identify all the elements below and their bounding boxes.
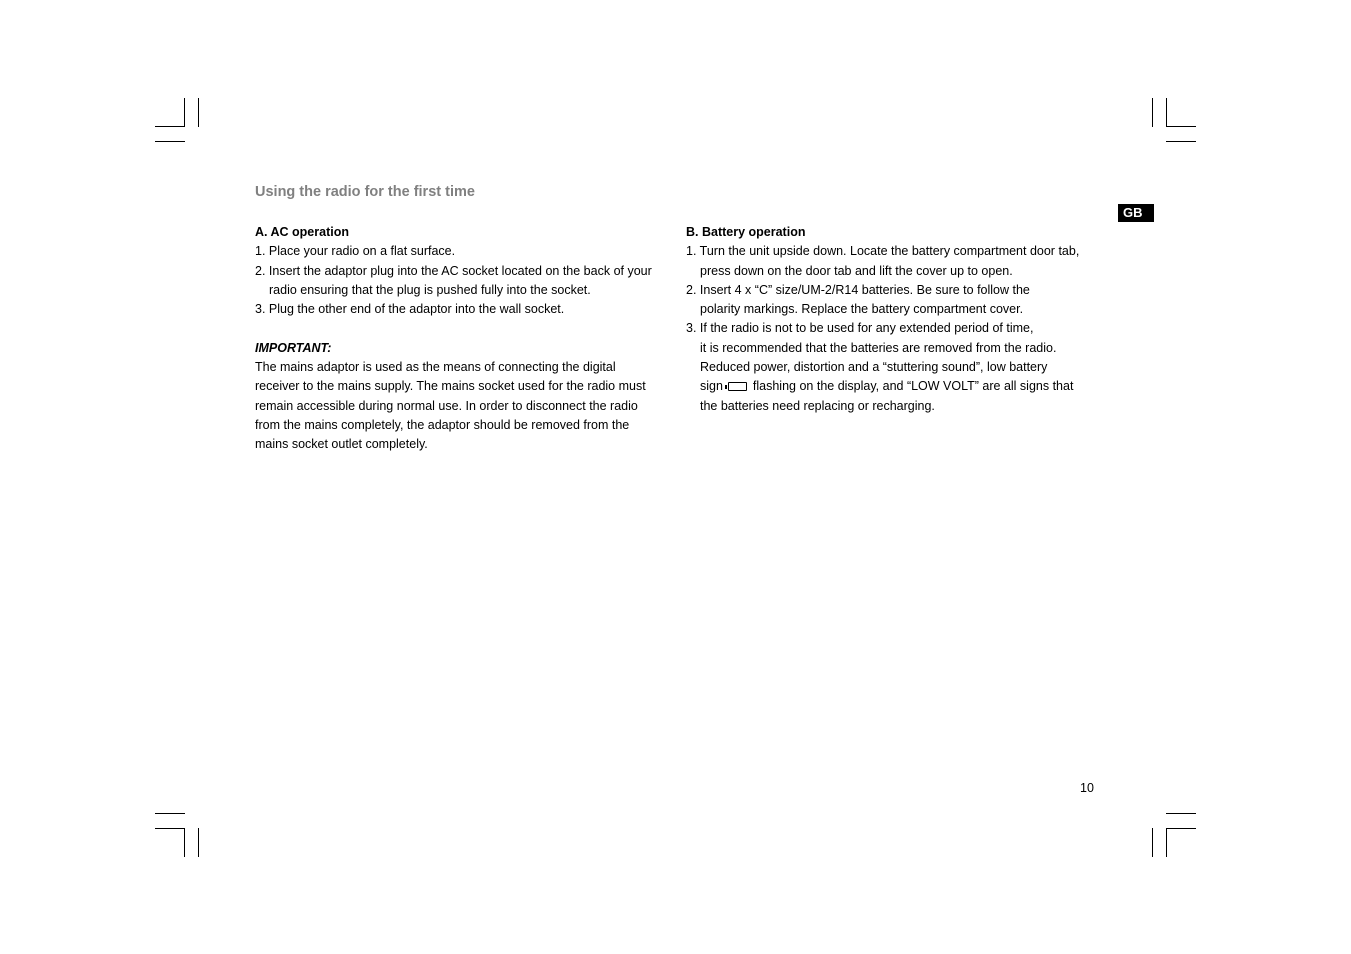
crop-mark (155, 126, 185, 127)
list-item-continuation: press down on the door tab and lift the cover up to open. (700, 263, 1013, 278)
crop-mark (198, 828, 199, 857)
crop-mark (1152, 98, 1153, 127)
crop-mark (198, 98, 199, 127)
sign-text-after: flashing on the display, and “LOW VOLT” are all signs that (752, 379, 1074, 394)
important-text-line: from the mains completely, the adaptor should be removed from the (255, 417, 630, 432)
list-item: 1. Turn the unit upside down. Locate the battery compartment door tab, (686, 244, 1080, 259)
list-item: 2. Insert 4 x “C” size/UM-2/R14 batteries. Be sure to follow the (686, 282, 1030, 297)
battery-operation-section (686, 223, 1106, 416)
crop-mark (184, 98, 185, 127)
list-item-continuation: it is recommended that the batteries are removed from the radio. (700, 340, 1057, 355)
crop-mark (155, 141, 185, 142)
important-text-line: mains socket outlet completely. (255, 437, 428, 452)
sign-text: sign (700, 379, 723, 394)
battery-operation-heading: B. Battery operation (686, 225, 806, 239)
crop-mark (155, 813, 185, 814)
language-badge: GB (1118, 204, 1154, 222)
list-item-continuation: Reduced power, distortion and a “stuttering sound”, low battery (700, 360, 1048, 375)
list-item: 3. Plug the other end of the adaptor into the wall socket. (255, 302, 565, 317)
crop-mark (1152, 828, 1153, 857)
crop-mark (155, 828, 185, 829)
crop-mark (1166, 813, 1196, 814)
list-item-continuation: radio ensuring that the plug is pushed fully into the socket. (269, 282, 591, 297)
important-label: IMPORTANT: (255, 340, 332, 355)
low-battery-icon (728, 382, 747, 391)
page-title: Using the radio for the first time (255, 184, 475, 200)
important-text-line: The mains adaptor is used as the means of connecting the digital (255, 360, 616, 375)
ac-operation-section (255, 223, 675, 455)
crop-mark (1166, 126, 1196, 127)
crop-mark (1166, 98, 1167, 127)
crop-mark (1166, 828, 1196, 829)
ac-operation-heading: A. AC operation (255, 225, 349, 239)
battery-sign-line (686, 377, 1106, 396)
important-text-line: receiver to the mains supply. The mains socket used for the radio must (255, 379, 646, 394)
list-item-continuation: the batteries need replacing or recharging. (700, 398, 935, 413)
crop-mark (1166, 141, 1196, 142)
list-item: 1. Place your radio on a flat surface. (255, 244, 456, 259)
list-item: 2. Insert the adaptor plug into the AC socket located on the back of your (255, 263, 652, 278)
list-item: 3. If the radio is not to be used for any extended period of time, (686, 321, 1034, 336)
important-text-line: remain accessible during normal use. In order to disconnect the radio (255, 398, 638, 413)
crop-mark (184, 828, 185, 857)
list-item-continuation: polarity markings. Replace the battery compartment cover. (700, 302, 1024, 317)
crop-mark (1166, 828, 1167, 857)
page-number: 10 (1080, 781, 1094, 795)
